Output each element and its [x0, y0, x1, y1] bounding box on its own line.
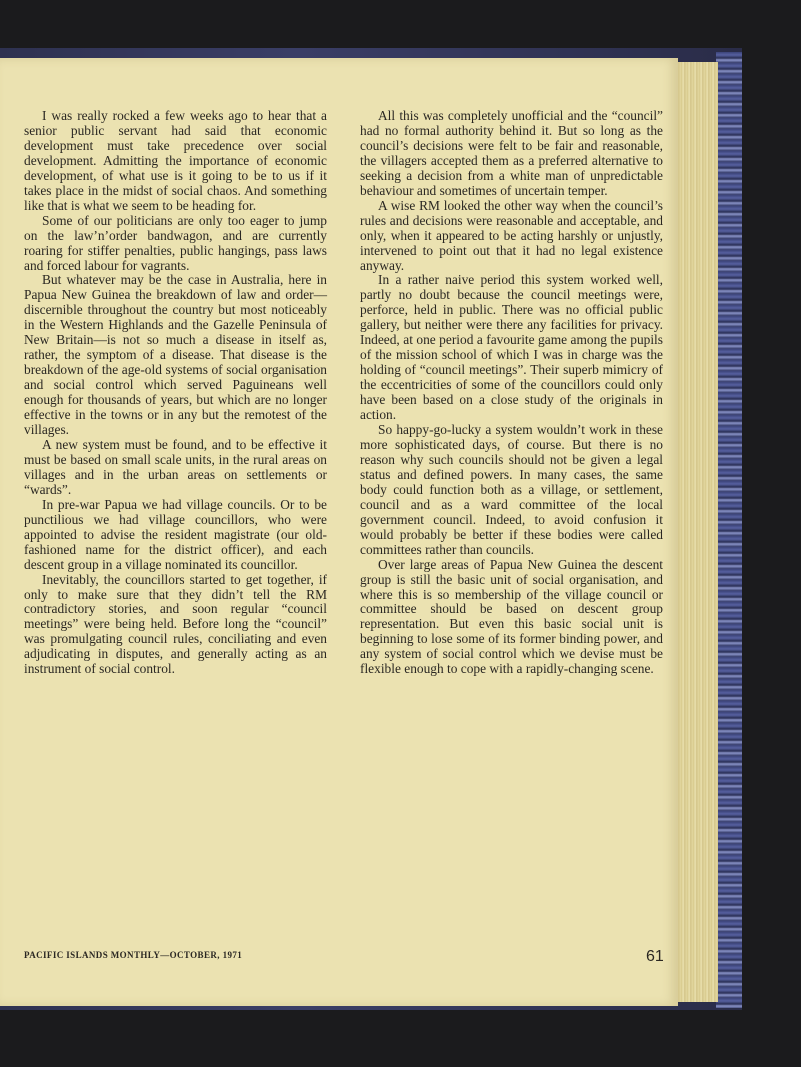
- paragraph: In pre-war Papua we had village councils. Or to be punctilious we had village councillors, who were appointed to advise the resident magistrate (our old-fashioned name for the district officer), and each descent group in a village nominated its councillor.: [24, 496, 327, 572]
- paragraph: All this was completely unofficial and the “council” had no formal authority behind it. But so long as the council’s decisions were felt to be fair and reasonable, the villagers accepted them as a preferred alternative to seeking a decision from a white man of unpredictable behaviour and sometimes of uncertain temper.: [360, 108, 663, 198]
- paragraph: But whatever may be the case in Australia, here in Papua New Guinea the breakdown of law and order—discernible throughout the country but most noticeably in the Western Highlands and the Gazelle Peninsula of New Britain—is not so much a disease in itself as, rather, the symptom of a disease. That disease is the breakdown of the age-old systems of social organisation and social control which served Paguineans well enough for thousands of years, but which are no longer effective in the towns or in any but the remotest of the villages.: [24, 272, 327, 438]
- book-spine-edge: [716, 52, 742, 1008]
- paragraph: A new system must be found, and to be effective it must be based on small scale units, in the rural areas on villages and in the urban areas on settlements or “wards”.: [24, 436, 327, 497]
- paragraph: In a rather naive period this system worked well, partly no doubt because the council meetings were, perforce, held in public. There was no official public gallery, but neither were there any facilities for privacy. Indeed, at one period a favourite game among the pupils of the mission school of which I was in charge was the holding of “council meetings”. Their superb mimicry of the eccentricities of some of the councillors could only have been based on a close study of the originals in action.: [360, 272, 663, 423]
- paragraph: Some of our politicians are only too eager to jump on the law’n’order bandwagon, and are currently roaring for stiffer penalties, public hangings, pass laws and forced labour for vagrants.: [24, 212, 327, 273]
- left-text-column: [24, 109, 327, 677]
- right-text-column: [360, 109, 663, 677]
- paragraph: Over large areas of Papua New Guinea the descent group is still the basic unit of social organisation, and where this is so membership of the village council or committee should be based on descent group representation. But even this basic social unit is beginning to lose some of its former binding power, and any system of social control which we devise must be flexible enough to cope with a rapidly-changing scene.: [360, 556, 663, 677]
- page-stack-edges: [674, 62, 718, 1002]
- paragraph: Inevitably, the councillors started to get together, if only to make sure that they didn’t tell the RM contradictory stories, and soon regular “council meetings” were being held. Before long the “council” was promulgating council rules, conciliating and even adjudicating in disputes, and generally acting as an instrument of social control.: [24, 571, 327, 677]
- paragraph: I was really rocked a few weeks ago to hear that a senior public servant had said that economic development must take precedence over social development. Admitting the importance of economic development, of what use is it going to be to us if it takes place in the midst of social chaos. And something like that is what we seem to be heading for.: [24, 108, 327, 213]
- paragraph: So happy-go-lucky a system wouldn’t work in these more sophisticated days, of course. But there is no reason why such councils should not be given a legal status and defined powers. In many cases, the same body could function both as a village, or settlement, council and as a ward committee of the local government council. Indeed, to avoid confusion it would probably be better if these bodies were called committees rather than councils.: [360, 422, 663, 557]
- paragraph: A wise RM looked the other way when the council’s rules and decisions were reasonable and acceptable, and only, when it appeared to be acting harshly or unjustly, intervened to point out that it had no legal existence anyway.: [360, 197, 663, 273]
- running-footer: PACIFIC ISLANDS MONTHLY—OCTOBER, 1971: [24, 950, 243, 960]
- page-number: 61: [646, 948, 664, 965]
